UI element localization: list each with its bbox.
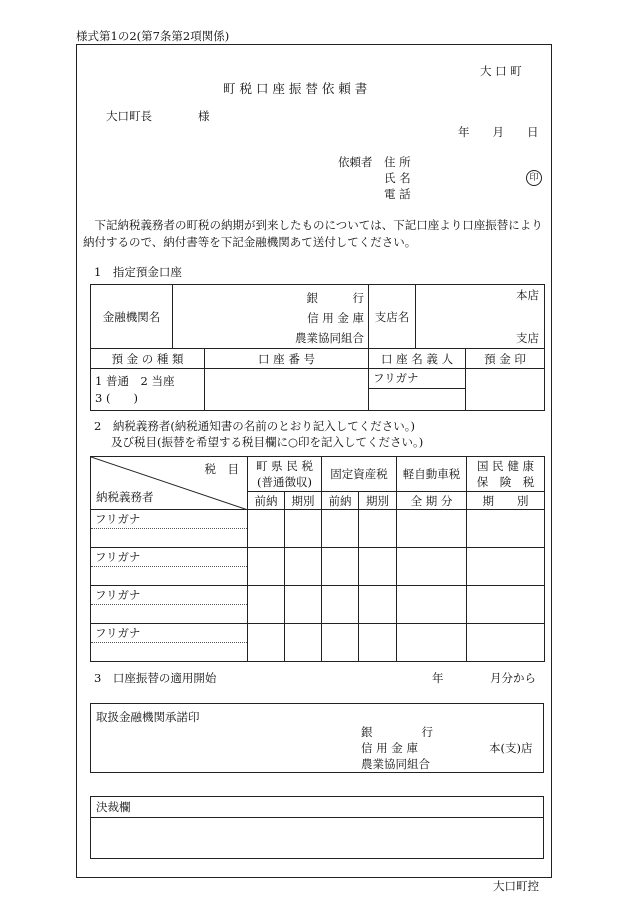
account-table [90,284,545,411]
payer-furigana: フリガナ [91,548,247,567]
check-cell[interactable] [359,586,397,624]
check-cell[interactable] [248,624,285,662]
form-number: 様式第1の2(第7条第2項関係) [76,29,230,43]
check-cell[interactable] [322,586,359,624]
table-row [91,586,545,624]
check-cell[interactable] [467,510,545,548]
section1-heading: 1 指定預金口座 [94,265,182,279]
check-cell[interactable] [397,548,467,586]
check-cell[interactable] [397,510,467,548]
footer-copy-label: 大口町控 [493,879,539,893]
start-year[interactable]: 年 [432,671,444,685]
holder-furigana: フリガナ [369,369,465,389]
health-tax-label: 国 民 健 康 [477,459,534,473]
col-health-insurance-tax [467,457,545,492]
shiten-label: 支店 [516,331,540,345]
col-property-tax: 固定資産税 [322,457,397,492]
taxpayer-table [90,456,545,662]
check-cell[interactable] [322,624,359,662]
payer-furigana: フリガナ [91,510,247,529]
check-cell[interactable] [285,510,322,548]
check-cell[interactable] [467,548,545,586]
col-light-vehicle-tax: 軽自動車税 [397,457,467,492]
approval-box[interactable] [90,703,544,773]
shinkin-option: 信 用 金 庫 [307,311,365,325]
check-cell[interactable] [248,548,285,586]
decision-box[interactable] [90,796,544,859]
col-deposit-type: 預 金 の 種 類 [91,349,205,369]
check-cell[interactable] [285,586,322,624]
payer-field[interactable] [91,510,248,548]
approval-bank: 銀 行 [361,725,433,739]
sub-period-3: 期 別 [467,492,545,510]
phone-label: 電 話 [384,187,411,201]
payer-furigana: フリガナ [91,624,247,643]
deposit-type-field[interactable] [91,369,205,411]
payer-field[interactable] [91,586,248,624]
check-cell[interactable] [322,548,359,586]
bank-option: 銀 行 [306,291,365,305]
payer-furigana: フリガナ [91,586,247,605]
payer-field[interactable] [91,548,248,586]
page-title: 町 税 口 座 振 替 依 頼 書 [223,81,368,96]
town-name-top: 大 口 町 [480,64,522,78]
section3-heading: 3 口座振替の適用開始 [94,671,217,685]
col-deposit-seal: 預 金 印 [466,349,545,369]
payer-field[interactable] [91,624,248,662]
check-cell[interactable] [359,510,397,548]
institution-field[interactable] [173,285,369,349]
resident-tax-label: 町 県 民 税 [256,459,313,473]
deposit-type-line1: 1 普通 2 当座 [95,373,175,388]
approval-shinkin: 信 用 金 庫 [361,741,418,755]
sub-prepay-2: 前納 [322,492,359,510]
nokyo-option: 農業協同組合 [295,331,365,345]
account-number-field[interactable] [205,369,369,411]
table-row [91,510,545,548]
name-label: 氏 名 [384,171,411,185]
approval-label: 取扱金融機関承諾印 [96,710,200,724]
check-cell[interactable] [467,586,545,624]
deposit-type-line2: 3 ( ) [95,390,138,405]
institution-label: 金融機関名 [91,285,173,349]
date-field[interactable]: 年 月 日 [458,125,539,139]
seal-icon: 印 [526,170,542,186]
table-row [91,624,545,662]
col-resident-tax [248,457,322,492]
health-tax-sublabel: 保 険 税 [476,475,535,489]
addressee: 大口町長 様 [106,109,210,123]
start-month[interactable]: 月分から [490,671,536,685]
branch-field[interactable] [416,285,545,349]
applicant-label: 依頼者 [338,155,373,169]
check-cell[interactable] [285,624,322,662]
approval-branch: 本(支)店 [489,741,533,755]
check-cell[interactable] [359,548,397,586]
check-cell[interactable] [285,548,322,586]
payer-label: 納税義務者 [96,490,154,504]
account-holder-field[interactable] [369,369,466,411]
seal-mark [526,169,542,186]
section2-subheading: 及び税目(振替を希望する税目欄に○印を記入してください。) [111,435,424,449]
sub-period-1: 期別 [285,492,322,510]
check-cell[interactable] [248,586,285,624]
decision-label: 決裁欄 [91,797,543,818]
resident-tax-sublabel: (普通徴収) [257,475,312,489]
tax-item-header [91,457,248,510]
col-account-holder: 口 座 名 義 人 [369,349,466,369]
sub-full-period: 全 期 分 [397,492,467,510]
sub-prepay-1: 前納 [248,492,285,510]
tax-item-label: 税 目 [204,462,239,476]
intro-text: 下記納税義務者の町税の納期が到来したものについては、下記口座より口座振替により納付するので、納付書等を下記金融機関あて送付してください。 [83,218,543,249]
check-cell[interactable] [397,586,467,624]
check-cell[interactable] [248,510,285,548]
approval-nokyo: 農業協同組合 [361,757,430,771]
check-cell[interactable] [359,624,397,662]
deposit-seal-field[interactable] [466,369,545,411]
check-cell[interactable] [467,624,545,662]
branch-label: 支店名 [369,285,416,349]
table-row [91,548,545,586]
address-label: 住 所 [384,155,411,169]
section2-heading: 2 納税義務者(納税通知書の名前のとおり記入してください。) [94,419,416,433]
honten-label: 本店 [516,288,540,302]
check-cell[interactable] [322,510,359,548]
check-cell[interactable] [397,624,467,662]
col-account-number: 口 座 番 号 [205,349,369,369]
sub-period-2: 期別 [359,492,397,510]
